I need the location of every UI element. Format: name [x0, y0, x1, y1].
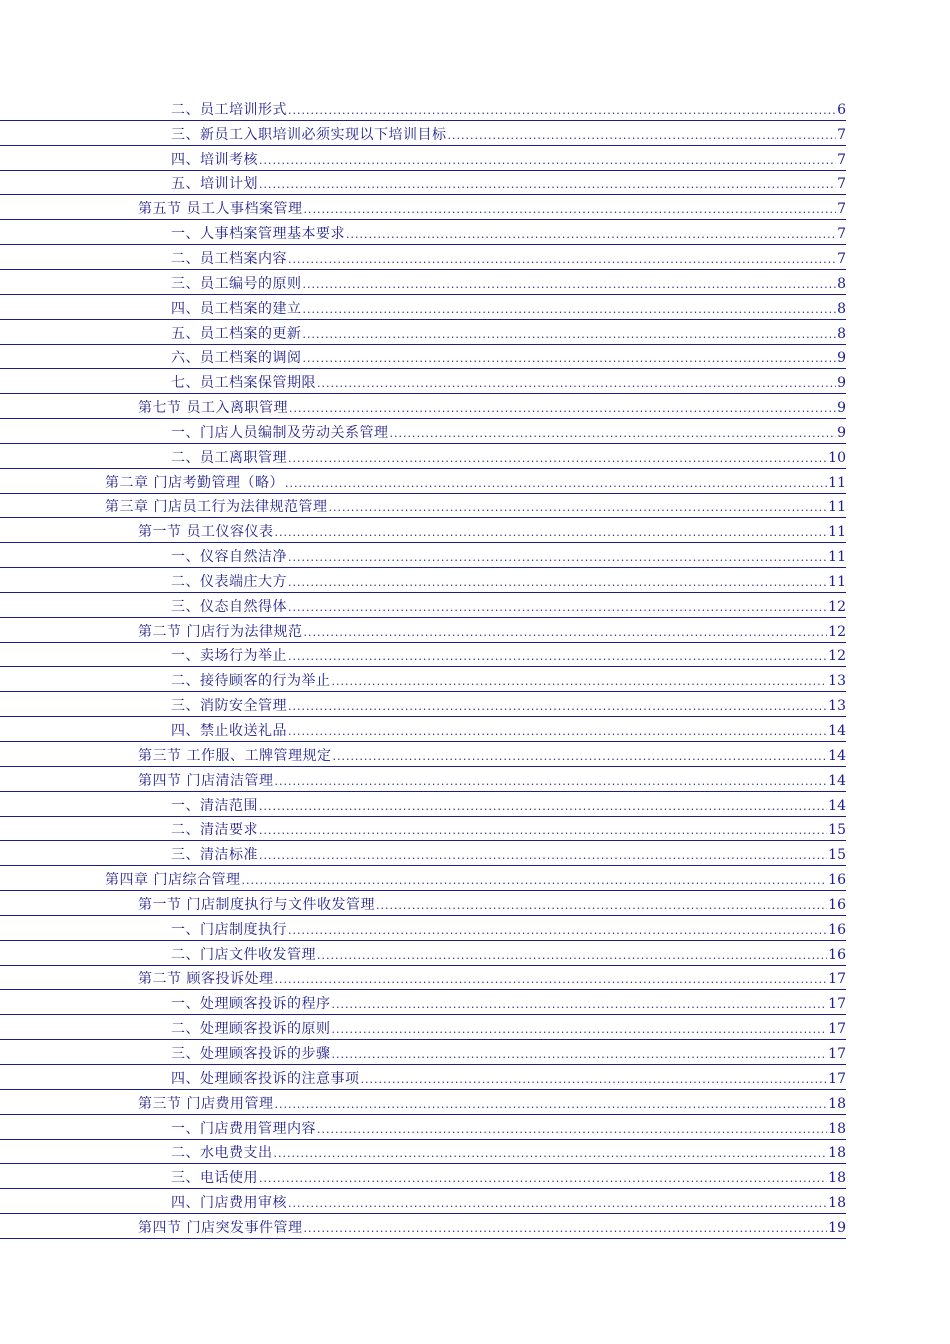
toc-dot-leader — [303, 277, 837, 293]
toc-entry[interactable] — [0, 621, 950, 646]
toc-dot-leader — [285, 476, 827, 492]
toc-dot-leader — [303, 302, 837, 318]
toc-entry-page-number: 11 — [828, 524, 846, 541]
toc-dot-leader — [332, 749, 827, 765]
toc-entry-page-number: 17 — [828, 1045, 846, 1062]
toc-entry-title: 一、卖场行为举止 — [171, 648, 287, 665]
toc-entry-line — [0, 698, 846, 717]
toc-entry-line — [0, 798, 846, 817]
toc-entry-line — [0, 375, 846, 394]
toc-entry-page-number: 9 — [837, 375, 846, 392]
toc-dot-leader — [259, 823, 827, 839]
toc-entry-page-number: 8 — [837, 325, 846, 342]
toc-entry-line — [0, 773, 846, 792]
toc-entry-page-number: 10 — [828, 449, 846, 466]
toc-entry[interactable] — [0, 397, 950, 422]
toc-entry-line — [0, 226, 846, 245]
toc-entry[interactable] — [0, 1018, 950, 1043]
toc-entry-line — [0, 996, 846, 1015]
toc-dot-leader — [376, 898, 827, 914]
toc-entry-line — [0, 1096, 846, 1115]
toc-entry-page-number: 18 — [828, 1195, 846, 1212]
toc-entry-page-number: 11 — [828, 474, 846, 491]
toc-entry-title: 第二节 顾客投诉处理 — [138, 971, 274, 988]
toc-entry-title: 三、消防安全管理 — [171, 698, 287, 715]
toc-dot-leader — [288, 575, 827, 591]
toc-entry-title: 第五节 员工人事档案管理 — [138, 201, 303, 218]
toc-entry-line — [0, 847, 846, 866]
toc-entry[interactable] — [0, 720, 950, 745]
toc-dot-leader — [303, 1221, 827, 1237]
toc-entry[interactable] — [0, 894, 950, 919]
toc-entry-title: 第一节 门店制度执行与文件收发管理 — [138, 896, 375, 913]
toc-dot-leader — [288, 600, 827, 616]
toc-entry[interactable] — [0, 521, 950, 546]
toc-dot-leader — [303, 625, 827, 641]
toc-entry-title: 二、处理顾客投诉的原则 — [171, 1021, 331, 1038]
toc-entry-line — [0, 450, 846, 469]
toc-entry-title: 一、门店制度执行 — [171, 921, 287, 938]
toc-entry-line — [0, 350, 846, 369]
toc-entry-title: 二、仪表端庄大方 — [171, 573, 287, 590]
toc-entry-page-number: 18 — [828, 1095, 846, 1112]
toc-dot-leader — [288, 550, 827, 566]
toc-entry-line — [0, 1145, 846, 1164]
toc-entry-page-number: 17 — [828, 996, 846, 1013]
toc-entry-title: 第四章 门店综合管理 — [105, 872, 241, 889]
toc-dot-leader — [259, 177, 836, 193]
toc-entry[interactable] — [0, 198, 950, 223]
toc-entry-title: 二、清洁要求 — [171, 822, 258, 839]
toc-entry-page-number: 14 — [828, 723, 846, 740]
toc-entry-page-number: 15 — [828, 847, 846, 864]
toc-entry-line — [0, 897, 846, 916]
toc-entry-title: 二、员工培训形式 — [171, 101, 287, 118]
toc-entry[interactable] — [0, 273, 950, 298]
toc-entry[interactable] — [0, 919, 950, 944]
toc-entry-title: 三、员工编号的原则 — [171, 275, 302, 292]
toc-entry-line — [0, 648, 846, 667]
toc-entry-page-number: 16 — [828, 946, 846, 963]
toc-entry-page-number: 12 — [828, 648, 846, 665]
toc-dot-leader — [259, 799, 827, 815]
toc-entry[interactable] — [0, 1068, 950, 1093]
toc-entry-page-number: 17 — [828, 971, 846, 988]
toc-entry-page-number: 7 — [837, 201, 846, 218]
toc-dot-leader — [303, 202, 836, 218]
toc-entry-page-number: 18 — [828, 1170, 846, 1187]
toc-entry-line — [0, 971, 846, 990]
toc-dot-leader — [303, 327, 837, 343]
toc-entry-page-number: 6 — [837, 101, 846, 118]
toc-entry[interactable] — [0, 347, 950, 372]
toc-entry-page-number: 16 — [828, 896, 846, 913]
toc-entry-page-number: 16 — [828, 872, 846, 889]
toc-entry-line — [0, 723, 846, 742]
toc-entry[interactable] — [0, 596, 950, 621]
toc-entry-page-number: 19 — [828, 1219, 846, 1236]
toc-entry[interactable] — [0, 1192, 950, 1217]
toc-entry-page-number: 8 — [837, 275, 846, 292]
toc-entry-title: 二、接待顾客的行为举止 — [171, 673, 331, 690]
toc-entry-title: 第七节 员工入离职管理 — [138, 400, 288, 417]
toc-entry[interactable] — [0, 844, 950, 869]
toc-entry-line — [0, 1220, 846, 1239]
toc-entry-page-number: 17 — [828, 1021, 846, 1038]
toc-entry-line — [0, 1046, 846, 1065]
toc-entry-title: 三、电话使用 — [171, 1170, 258, 1187]
toc-entry-page-number: 17 — [828, 1070, 846, 1087]
toc-entry-page-number: 7 — [837, 176, 846, 193]
toc-entry-page-number: 7 — [837, 126, 846, 143]
toc-entry-line — [0, 1121, 846, 1140]
toc-entry[interactable] — [0, 472, 950, 497]
toc-entry-title: 三、仪态自然得体 — [171, 598, 287, 615]
toc-entry-page-number: 7 — [837, 226, 846, 243]
toc-entry-title: 四、门店费用审核 — [171, 1195, 287, 1212]
toc-entry[interactable] — [0, 1093, 950, 1118]
toc-entry-title: 一、清洁范围 — [171, 797, 258, 814]
toc-dot-leader — [274, 1097, 827, 1113]
toc-entry-line — [0, 524, 846, 543]
toc-entry[interactable] — [0, 497, 950, 522]
toc-entry-page-number: 8 — [837, 300, 846, 317]
toc-entry-line — [0, 922, 846, 941]
toc-dot-leader — [332, 1047, 828, 1063]
toc-entry[interactable] — [0, 174, 950, 199]
toc-entry-title: 第三章 门店员工行为法律规范管理 — [105, 499, 328, 516]
toc-entry-title: 四、员工档案的建立 — [171, 300, 302, 317]
toc-entry-line — [0, 599, 846, 618]
toc-entry[interactable] — [0, 223, 950, 248]
toc-dot-leader — [361, 1072, 828, 1088]
toc-dot-leader — [259, 153, 836, 169]
toc-entry-title: 第二节 门店行为法律规范 — [138, 623, 303, 640]
toc-dot-leader — [332, 997, 828, 1013]
table-of-contents — [0, 99, 950, 1242]
toc-entry[interactable] — [0, 770, 950, 795]
toc-dot-leader — [317, 948, 827, 964]
toc-dot-leader — [288, 1196, 827, 1212]
toc-entry[interactable] — [0, 695, 950, 720]
toc-dot-leader — [390, 426, 837, 442]
toc-entry-page-number: 18 — [828, 1120, 846, 1137]
toc-entry-title: 七、员工档案保管期限 — [171, 375, 316, 392]
toc-entry[interactable] — [0, 646, 950, 671]
toc-dot-leader — [317, 376, 836, 392]
toc-entry-line — [0, 400, 846, 419]
toc-entry[interactable] — [0, 99, 950, 124]
toc-dot-leader — [317, 1122, 827, 1138]
toc-entry-title: 四、处理顾客投诉的注意事项 — [171, 1070, 360, 1087]
toc-entry-title: 三、清洁标准 — [171, 847, 258, 864]
toc-entry-page-number: 11 — [828, 549, 846, 566]
toc-entry-line — [0, 1021, 846, 1040]
toc-entry-line — [0, 499, 846, 518]
toc-entry-page-number: 7 — [837, 250, 846, 267]
toc-entry-line — [0, 947, 846, 966]
toc-dot-leader — [288, 649, 827, 665]
toc-dot-leader — [448, 128, 837, 144]
toc-entry-title: 五、培训计划 — [171, 176, 258, 193]
toc-dot-leader — [288, 724, 827, 740]
toc-entry[interactable] — [0, 944, 950, 969]
toc-entry[interactable] — [0, 1118, 950, 1143]
toc-entry[interactable] — [0, 124, 950, 149]
toc-entry-title: 五、员工档案的更新 — [171, 325, 302, 342]
toc-entry-title: 第三节 门店费用管理 — [138, 1095, 274, 1112]
toc-entry[interactable] — [0, 323, 950, 348]
toc-entry-line — [0, 475, 846, 494]
toc-entry-title: 六、员工档案的调阅 — [171, 350, 302, 367]
toc-entry-line — [0, 549, 846, 568]
toc-entry-line — [0, 624, 846, 643]
toc-entry[interactable] — [0, 1142, 950, 1167]
toc-entry[interactable] — [0, 670, 950, 695]
toc-entry-title: 一、门店人员编制及劳动关系管理 — [171, 424, 389, 441]
toc-entry-page-number: 7 — [837, 151, 846, 168]
toc-entry-page-number: 15 — [828, 822, 846, 839]
toc-entry-line — [0, 673, 846, 692]
toc-entry[interactable] — [0, 795, 950, 820]
toc-dot-leader — [332, 1022, 828, 1038]
toc-entry-title: 四、禁止收送礼品 — [171, 723, 287, 740]
toc-entry[interactable] — [0, 422, 950, 447]
toc-entry[interactable] — [0, 571, 950, 596]
toc-entry-page-number: 14 — [828, 772, 846, 789]
toc-entry-page-number: 14 — [828, 747, 846, 764]
toc-entry-page-number: 12 — [828, 598, 846, 615]
toc-entry-line — [0, 425, 846, 444]
toc-entry-title: 第二章 门店考勤管理（略） — [105, 474, 284, 491]
toc-dot-leader — [288, 699, 827, 715]
toc-entry-title: 一、处理顾客投诉的程序 — [171, 996, 331, 1013]
toc-entry-title: 四、培训考核 — [171, 151, 258, 168]
toc-entry-title: 第四节 门店清洁管理 — [138, 772, 274, 789]
toc-dot-leader — [241, 873, 827, 889]
toc-entry[interactable] — [0, 1167, 950, 1192]
toc-entry-line — [0, 326, 846, 345]
toc-entry-page-number: 11 — [828, 573, 846, 590]
toc-dot-leader — [288, 451, 827, 467]
toc-entry-title: 二、员工档案内容 — [171, 250, 287, 267]
toc-dot-leader — [274, 1146, 828, 1162]
toc-entry-line — [0, 822, 846, 841]
toc-entry-page-number: 11 — [828, 499, 846, 516]
toc-entry-line — [0, 176, 846, 195]
toc-dot-leader — [303, 351, 837, 367]
toc-dot-leader — [289, 401, 836, 417]
toc-dot-leader — [288, 923, 827, 939]
toc-entry[interactable] — [0, 149, 950, 174]
toc-entry-line — [0, 251, 846, 270]
toc-entry-page-number: 18 — [828, 1145, 846, 1162]
toc-entry-page-number: 16 — [828, 921, 846, 938]
toc-entry[interactable] — [0, 993, 950, 1018]
toc-dot-leader — [288, 103, 836, 119]
toc-dot-leader — [259, 848, 827, 864]
toc-dot-leader — [274, 972, 827, 988]
toc-entry-title: 第一节 员工仪容仪表 — [138, 524, 274, 541]
toc-entry-line — [0, 301, 846, 320]
toc-entry[interactable] — [0, 546, 950, 571]
toc-entry-page-number: 13 — [828, 698, 846, 715]
toc-entry-title: 二、水电费支出 — [171, 1145, 273, 1162]
toc-dot-leader — [259, 1171, 827, 1187]
toc-entry[interactable] — [0, 248, 950, 273]
toc-entry[interactable] — [0, 1043, 950, 1068]
toc-entry[interactable] — [0, 298, 950, 323]
toc-entry-title: 二、门店文件收发管理 — [171, 946, 316, 963]
toc-dot-leader — [328, 500, 827, 516]
toc-entry-title: 一、仪容自然洁净 — [171, 549, 287, 566]
toc-entry-page-number: 13 — [828, 673, 846, 690]
toc-entry-page-number: 14 — [828, 797, 846, 814]
toc-entry-line — [0, 1170, 846, 1189]
toc-entry-title: 一、门店费用管理内容 — [171, 1120, 316, 1137]
toc-entry-line — [0, 152, 846, 171]
toc-entry-title: 一、人事档案管理基本要求 — [171, 226, 345, 243]
toc-entry-title: 三、新员工入职培训必须实现以下培训目标 — [171, 126, 447, 143]
toc-entry[interactable] — [0, 745, 950, 770]
toc-entry[interactable] — [0, 819, 950, 844]
toc-entry-line — [0, 102, 846, 121]
toc-entry-title: 二、员工离职管理 — [171, 449, 287, 466]
toc-entry-line — [0, 872, 846, 891]
toc-entry-title: 第三节 工作服、工牌管理规定 — [138, 747, 332, 764]
toc-entry-page-number: 12 — [828, 623, 846, 640]
toc-entry-page-number: 9 — [837, 350, 846, 367]
toc-entry-line — [0, 748, 846, 767]
toc-entry[interactable] — [0, 969, 950, 994]
toc-entry-line — [0, 201, 846, 220]
toc-dot-leader — [274, 774, 827, 790]
toc-dot-leader — [332, 674, 828, 690]
toc-dot-leader — [288, 252, 836, 268]
toc-entry-line — [0, 1195, 846, 1214]
toc-entry-line — [0, 276, 846, 295]
toc-entry[interactable] — [0, 869, 950, 894]
toc-entry[interactable] — [0, 447, 950, 472]
toc-entry-page-number: 9 — [837, 400, 846, 417]
toc-entry-line — [0, 1071, 846, 1090]
toc-entry-title: 第四节 门店突发事件管理 — [138, 1219, 303, 1236]
toc-entry-line — [0, 574, 846, 593]
toc-entry[interactable] — [0, 372, 950, 397]
toc-dot-leader — [346, 227, 836, 243]
toc-entry-line — [0, 127, 846, 146]
toc-dot-leader — [274, 525, 827, 541]
toc-entry-page-number: 9 — [837, 424, 846, 441]
toc-entry[interactable] — [0, 1217, 950, 1242]
toc-entry-title: 三、处理顾客投诉的步骤 — [171, 1045, 331, 1062]
